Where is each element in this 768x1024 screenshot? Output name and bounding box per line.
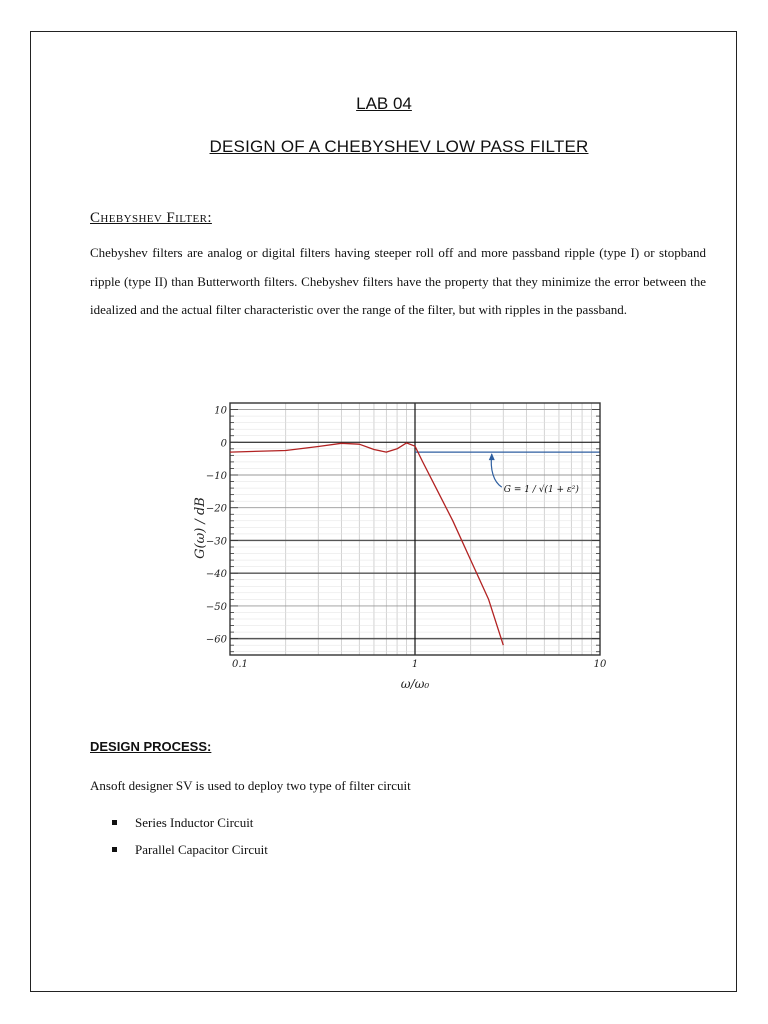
design-intro-text: Ansoft designer SV is used to deploy two type of filter circuit — [90, 778, 411, 793]
design-process-heading: DESIGN PROCESS: — [90, 739, 212, 754]
y-tick-label: −50 — [205, 601, 227, 613]
y-tick-label: −60 — [205, 634, 227, 646]
chebyshev-description-paragraph: Chebyshev filters are analog or digital filters having steeper roll off and more passband ripple (type I) or stopband ripple (type II) than Butterworth filters. Chebyshev filters have the property that they minimize the error between the idealized and the actual filter characteristic over the range of the filter, but with ripples in the passband. — [90, 245, 706, 317]
square-bullet-icon — [112, 820, 117, 825]
square-bullet-icon — [112, 847, 117, 852]
list-item — [112, 836, 268, 863]
annotation-formula: G = 1 / √(1 + ε²) — [503, 485, 579, 496]
y-tick-label: 0 — [220, 438, 227, 450]
circuit-type-list — [112, 809, 268, 863]
document-title: DESIGN OF A CHEBYSHEV LOW PASS FILTER — [209, 137, 589, 156]
y-tick-label: 10 — [214, 405, 227, 417]
x-tick-label: 0.1 — [232, 659, 248, 670]
chebyshev-filter-heading: Chebyshev Filter: — [90, 210, 212, 226]
chebyshev-response-chart — [180, 398, 610, 698]
chart-x-axis-label: ω/ω₀ — [400, 677, 430, 691]
bullet-text-parallel-capacitor: Parallel Capacitor Circuit — [135, 841, 268, 857]
y-tick-label: −20 — [205, 503, 227, 515]
x-tick-label: 10 — [593, 659, 607, 670]
y-tick-label: −30 — [205, 536, 227, 548]
y-tick-label: −10 — [205, 471, 227, 482]
x-tick-label: 1 — [411, 659, 419, 670]
list-item — [112, 809, 268, 836]
bullet-text-series-inductor: Series Inductor Circuit — [135, 814, 254, 830]
y-tick-label: −40 — [205, 569, 227, 581]
chart-y-axis-label: G(ω) / dB — [193, 497, 208, 559]
lab-title: LAB 04 — [356, 94, 412, 113]
